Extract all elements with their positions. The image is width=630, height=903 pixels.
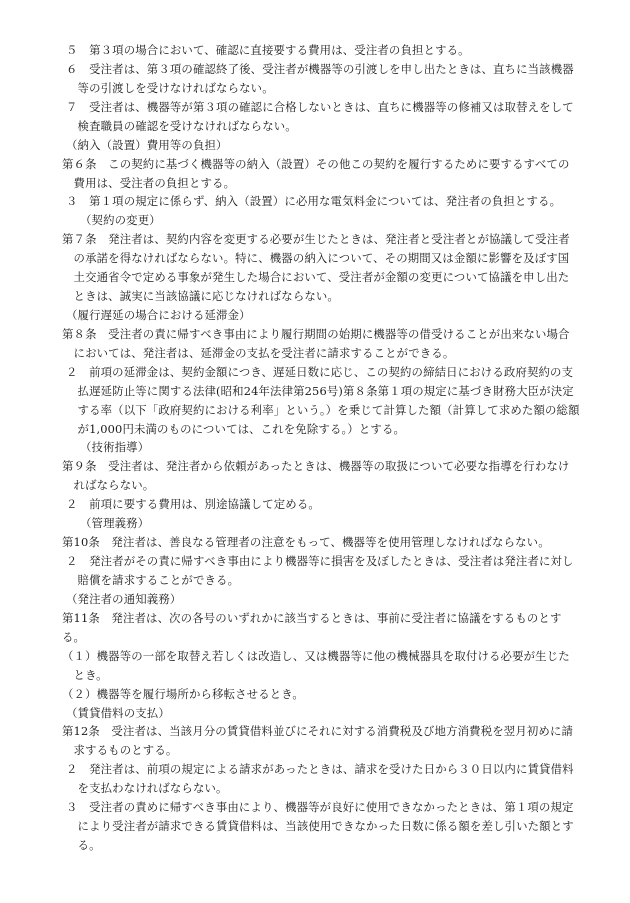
article-8-item2-cont2: する率（以下「政府契約における利率」という。）を乗じて計算した額（計算して求めた額の総額 xyxy=(66,403,580,417)
article-9-item2: ２ 前項に要する費用は、別途協議して定める。 xyxy=(66,497,320,511)
article-12-para1: 第12条 受注者は、当該月分の賃貸借料並びにそれに対する消費税及び地方消費税を翌月初めに請 xyxy=(62,724,574,738)
article-11-para1-cont: る。 xyxy=(62,630,86,644)
paragraph-5-item7-cont: 検査職員の確認を受けなければならない。 xyxy=(66,119,297,133)
heading-article-9: （技術指導） xyxy=(80,440,150,454)
heading-article-7: （契約の変更） xyxy=(80,213,161,227)
article-10-item2: ２ 発注者がその責に帰すべき事由により機器等に損害を及ぼしたときは、受注者は発注者に対し xyxy=(66,554,574,568)
article-8-item2-cont1: 払遅延防止等に関する法律(昭和24年法律第256号)第８条第１項の規定に基づき財務大臣が決定 xyxy=(66,384,574,398)
article-12-item3: ３ 受注者の責めに帰すべき事由により、機器等が良好に使用できなかったときは、第１項の規定 xyxy=(66,800,574,814)
article-8-para1-cont: においては、発注者は、延滞金の支払を受注者に請求することができる。 xyxy=(62,346,455,360)
paragraph-5-item6: ６ 受注者は、第３項の確認終了後、受注者が機器等の引渡しを申し出たときは、直ちに当該機器 xyxy=(66,62,574,76)
article-6-para1: 第６条 この契約に基づく機器等の納入（設置）その他この契約を履行するために要するすべての xyxy=(62,157,570,171)
heading-article-10: （管理義務） xyxy=(80,516,150,530)
article-10-item2-cont: 賠償を請求することができる。 xyxy=(66,573,240,587)
article-7-para1-cont3: ときは、誠実に当該協議に応じなければならない。 xyxy=(62,289,339,303)
heading-article-6: （納入（設置）費用等の負担） xyxy=(66,138,228,152)
article-6-para1-cont: 費用は、受注者の負担とする。 xyxy=(62,176,236,190)
article-11-subitem1-cont: とき。 xyxy=(62,668,108,682)
article-8-item2-cont3: が1,000円未満のものについては、これを免除する。）とする。 xyxy=(66,422,406,436)
article-12-item3-cont1: により受注者が請求できる賃貸借料は、当該使用できなかった日数に係る額を差し引いた額とす xyxy=(66,819,574,833)
article-7-para1: 第７条 発注者は、契約内容を変更する必要が生じたときは、発注者と受注者とが協議して受注者 xyxy=(62,232,570,246)
paragraph-5-item5: ５ 第３項の場合において、確認に直接要する費用は、受注者の負担とする。 xyxy=(66,43,470,57)
article-10-para1: 第10条 発注者は、善良なる管理者の注意をもって、機器等を使用管理しなければならない。 xyxy=(62,535,550,549)
paragraph-5-item7: ７ 受注者は、機器等が第３項の確認に合格しないときは、直ちに機器等の修補又は取替えをして xyxy=(66,100,574,114)
article-12-item3-cont2: る。 xyxy=(66,838,101,852)
article-9-para1-cont: ればならない。 xyxy=(62,478,155,492)
paragraph-5-item6-cont: 等の引渡しを受けなければならない。 xyxy=(66,81,274,95)
article-7-para1-cont2: 土交通省令で定める事象が発生した場合において、受注者が金額の変更について協議を申し出た xyxy=(62,270,570,284)
article-12-item2-cont: を支払わなければならない。 xyxy=(66,781,228,795)
article-8-para1: 第８条 受注者の責に帰すべき事由により履行期間の始期に機器等の借受けることが出来ない場合 xyxy=(62,327,570,341)
article-12-item2: ２ 発注者は、前項の規定による請求があったときは、請求を受けた日から３０日以内に賃貸借料 xyxy=(66,762,574,776)
article-11-subitem1: （１）機器等の一部を取替え若しくは改造し、又は機器等に他の機械器具を取付ける必要が生じた xyxy=(62,649,570,663)
heading-article-8: （履行遅延の場合における延滞金） xyxy=(66,308,251,322)
article-8-item2: ２ 前項の延滞金は、契約金額につき、遅延日数に応じ、この契約の締結日における政府契約の支 xyxy=(66,365,574,379)
article-12-para1-cont: 求するものとする。 xyxy=(62,743,178,757)
article-11-subitem2: （２）機器等を履行場所から移転させるとき。 xyxy=(62,687,304,701)
heading-article-12: （賃貸借料の支払） xyxy=(66,706,170,720)
article-9-para1: 第９条 受注者は、発注者から依頼があったときは、機器等の取扱について必要な指導を行わなけ xyxy=(62,459,570,473)
article-6-item3: ３ 第１項の規定に係らず、納入（設置）に必用な電気料金については、発注者の負担とする。 xyxy=(66,194,562,208)
article-7-para1-cont1: の承諾を得なければならない。特に、機器の納入について、その期間又は金額に影響を及ぼす国 xyxy=(62,251,570,265)
heading-article-11: （発注者の通知義務） xyxy=(66,592,182,606)
article-11-para1: 第11条 発注者は、次の各号のいずれかに該当するときは、事前に受注者に協議をするものとす xyxy=(62,611,562,625)
